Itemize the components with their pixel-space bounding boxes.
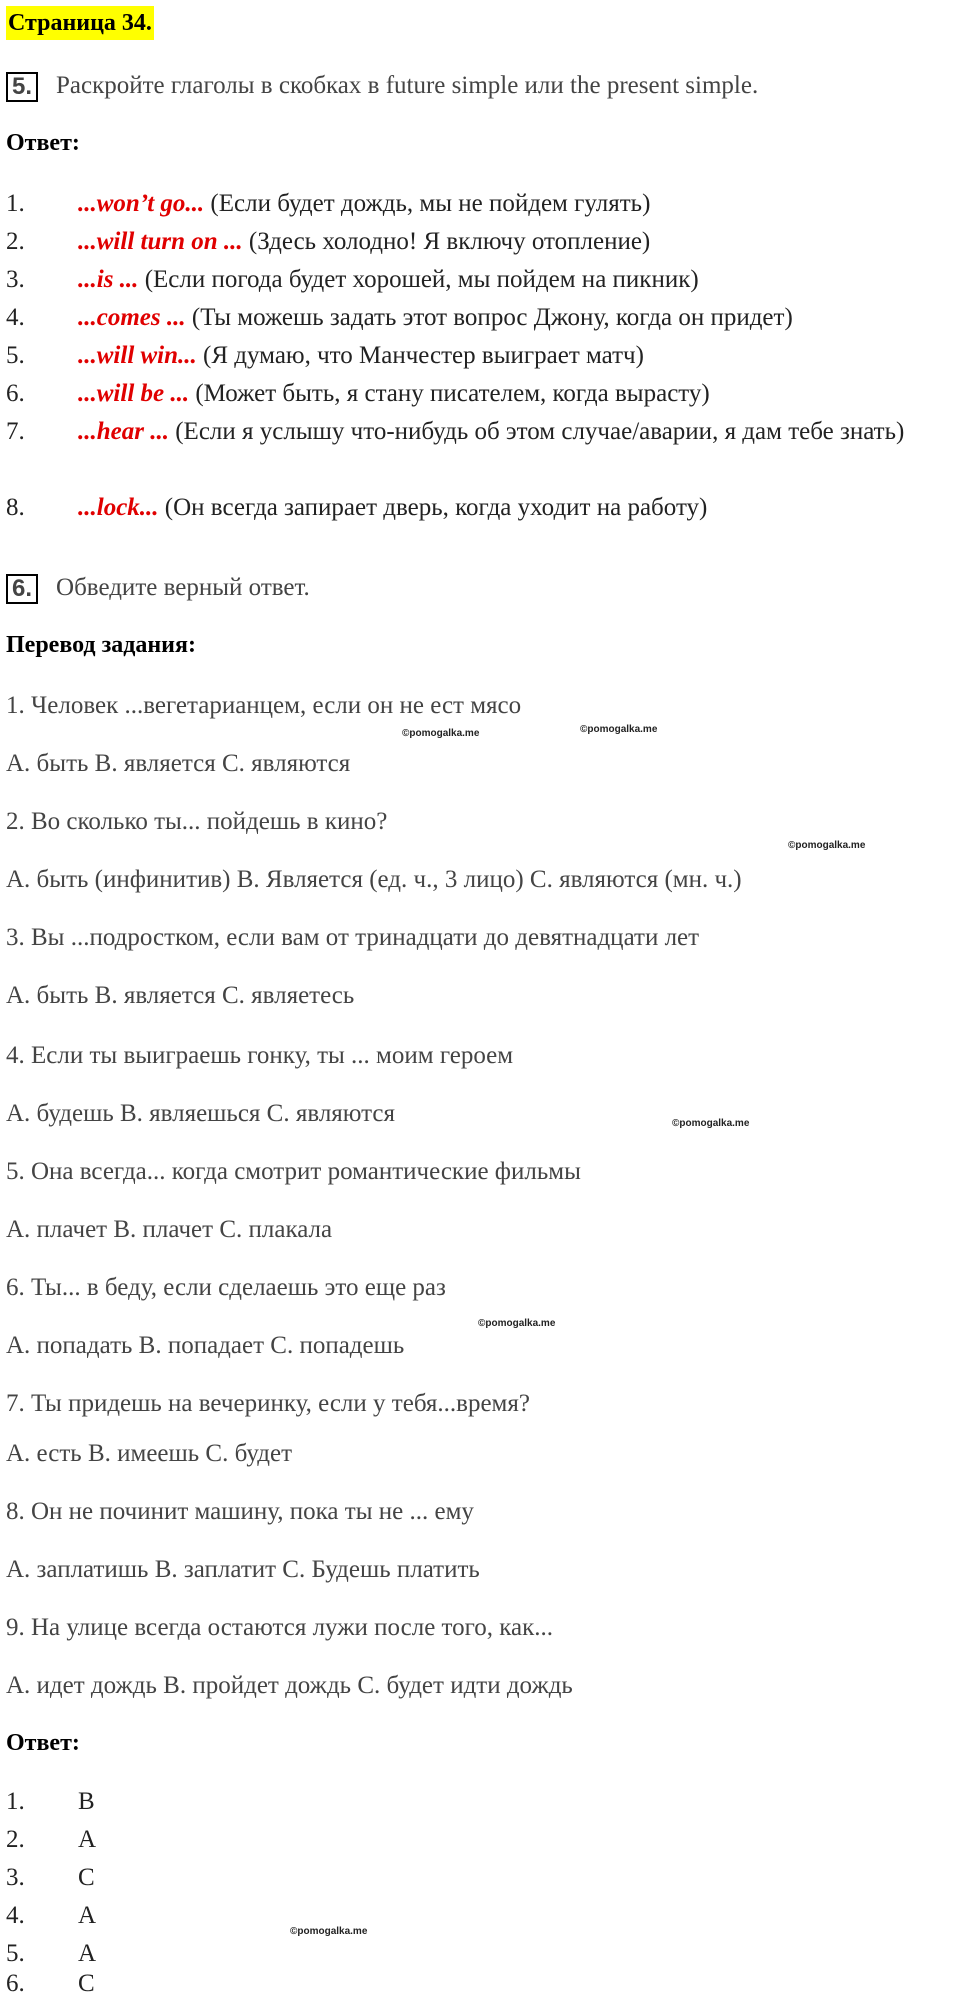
answer-text: (Если погода будет хорошей, мы пойдем на пикник) <box>138 266 699 293</box>
task5-answer-3 <box>6 264 699 296</box>
answer-number: 2. <box>6 228 25 255</box>
answer-verb: ...hear ... <box>78 418 169 445</box>
answer-verb: ...will win... <box>78 342 197 369</box>
task6-line-18: A. идет дождь B. пройдет дождь C. будет идти дождь <box>6 1672 573 1699</box>
watermark: ©pomogalka.me <box>672 1118 750 1129</box>
answer-number: 4. <box>6 304 25 331</box>
task6-line-9: 5. Она всегда... когда смотрит романтические фильмы <box>6 1158 581 1185</box>
answer-text: (Если я услышу что-нибудь об этом случае/аварии, я дам тебе знать) <box>168 418 905 445</box>
task5-number: 5. <box>6 72 38 102</box>
task6-answer-5 <box>6 1938 96 1970</box>
answer-verb: ...will turn on ... <box>78 228 243 255</box>
task6-line-5: 3. Вы ...подростком, если вам от тринадцати до девятнадцати лет <box>6 924 700 951</box>
answer-value: B <box>78 1788 95 1815</box>
task6-line-1: 1. Человек ...вегетарианцем, если он не ест мясо <box>6 692 522 719</box>
answer-text: (Если будет дождь, мы не пойдем гулять) <box>204 190 651 217</box>
answer-number: 4. <box>6 1902 25 1929</box>
task6-line-7: 4. Если ты выиграешь гонку, ты ... моим героем <box>6 1042 514 1069</box>
task6-line-6: A. быть B. является C. являетесь <box>6 982 355 1009</box>
answer-verb: ...will be ... <box>78 380 190 407</box>
answer-text: (Он всегда запирает дверь, когда уходит на работу) <box>158 494 708 521</box>
answer-number: 2. <box>6 1826 25 1853</box>
task5-answer-heading: Ответ: <box>6 130 80 156</box>
task6-line-12: A. попадать B. попадает C. попадешь <box>6 1332 405 1359</box>
task5-answer-5 <box>6 340 644 372</box>
page-title: Страница 34. <box>6 6 154 40</box>
task6-answer-heading: Ответ: <box>6 1730 80 1756</box>
answer-number: 6. <box>6 380 25 407</box>
task6-line-16: A. заплатишь B. заплатит C. Будешь платить <box>6 1556 480 1583</box>
task6-line-17: 9. На улице всегда остаются лужи после того, как... <box>6 1614 554 1641</box>
watermark: ©pomogalka.me <box>580 724 658 735</box>
task5-answer-1 <box>6 188 650 220</box>
task6-line-4: A. быть (инфинитив) B. Является (ед. ч., 3 лицо) C. являются (мн. ч.) <box>6 866 742 893</box>
task6-answer-3 <box>6 1862 95 1894</box>
answer-number: 1. <box>6 190 25 217</box>
answer-verb: ...lock... <box>78 494 159 521</box>
task6-answer-2 <box>6 1824 96 1856</box>
task6-line-10: A. плачет B. плачет C. плакала <box>6 1216 333 1243</box>
answer-verb: ...won’t go... <box>78 190 205 217</box>
watermark: ©pomogalka.me <box>478 1318 556 1329</box>
task6-answer-1 <box>6 1786 95 1818</box>
task5-instruction: Раскройте глаголы в скобках в future simple или the present simple. <box>56 72 759 99</box>
answer-value: A <box>78 1902 97 1929</box>
answer-value: A <box>78 1826 97 1853</box>
answer-number: 1. <box>6 1788 25 1815</box>
answer-text: (Может быть, я стану писателем, когда вырасту) <box>189 380 710 407</box>
task5-answer-2 <box>6 226 650 258</box>
task6-header <box>6 572 310 604</box>
watermark: ©pomogalka.me <box>402 728 480 739</box>
task6-line-11: 6. Ты... в беду, если сделаешь это еще раз <box>6 1274 446 1301</box>
answer-value: A <box>78 1940 97 1967</box>
task5-answer-8 <box>6 492 707 524</box>
answer-text: (Ты можешь задать этот вопрос Джону, когда он придет) <box>185 304 793 331</box>
answer-number: 3. <box>6 266 25 293</box>
answer-number: 6. <box>6 1970 25 1997</box>
task6-instruction: Обведите верный ответ. <box>56 574 310 601</box>
task6-line-3: 2. Во сколько ты... пойдешь в кино? <box>6 808 388 835</box>
task6-line-2: A. быть B. является C. являются <box>6 750 351 777</box>
task5-header <box>6 70 758 102</box>
task6-line-15: 8. Он не починит машину, пока ты не ... ему <box>6 1498 474 1525</box>
answer-text: (Здесь холодно! Я включу отопление) <box>242 228 651 255</box>
watermark: ©pomogalka.me <box>788 840 866 851</box>
answer-value: C <box>78 1970 95 1997</box>
watermark: ©pomogalka.me <box>290 1926 368 1937</box>
task6-line-8: A. будешь B. являешься C. являются <box>6 1100 395 1127</box>
answer-number: 3. <box>6 1864 25 1891</box>
answer-text: (Я думаю, что Манчестер выиграет матч) <box>196 342 644 369</box>
task6-translation-heading: Перевод задания: <box>6 632 196 658</box>
task6-number: 6. <box>6 574 38 604</box>
answer-verb: ...is ... <box>78 266 139 293</box>
task6-answer-4 <box>6 1900 96 1932</box>
task5-answer-7 <box>6 416 956 448</box>
task5-answer-4 <box>6 302 793 334</box>
task6-answer-6 <box>6 1968 95 2000</box>
task6-line-13: 7. Ты придешь на вечеринку, если у тебя...время? <box>6 1390 530 1417</box>
answer-number: 8. <box>6 494 25 521</box>
answer-number: 5. <box>6 1940 25 1967</box>
answer-verb: ...comes ... <box>78 304 186 331</box>
answer-number: 7. <box>6 418 25 445</box>
task5-answer-6 <box>6 378 710 410</box>
answer-number: 5. <box>6 342 25 369</box>
task6-line-14: A. есть B. имеешь C. будет <box>6 1440 293 1467</box>
answer-value: C <box>78 1864 95 1891</box>
